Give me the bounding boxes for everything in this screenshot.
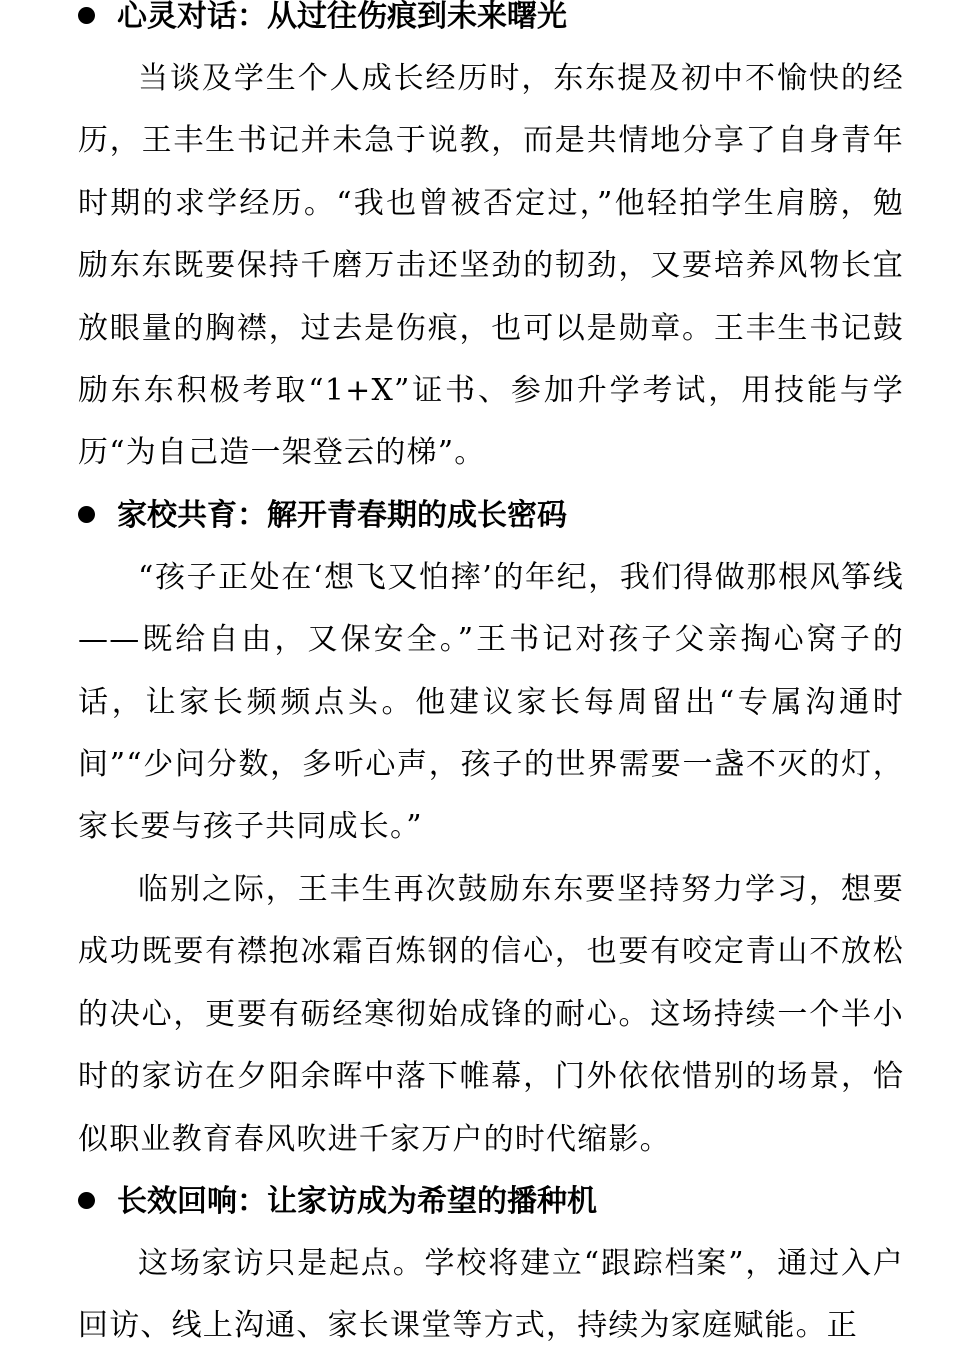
- section-heading: [78, 0, 904, 48]
- section-heading: [78, 485, 904, 547]
- body-paragraph: 临别之际，王丰生再次鼓励东东要坚持努力学习，想要成功既要有襟抱冰霜百炼钢的信心，也要有咬定青山不放松的决心，更要有砺经寒彻始成锋的耐心。这场持续一个半小时的家访在夕阳余晖中落下帷幕，门外依依惜别的场景，恰似职业教育春风吹进千家万户的时代缩影。: [78, 871, 904, 1157]
- body-paragraph: 这场家访只是起点。学校将建立“跟踪档案”，通过入户回访、线上沟通、家长课堂等方式，持续为家庭赋能。正: [78, 1245, 904, 1344]
- bullet-icon: [78, 506, 95, 523]
- body-paragraph: 当谈及学生个人成长经历时，东东提及初中不愉快的经历，王丰生书记并未急于说教，而是共情地分享了自身青年时期的求学经历。“我也曾被否定过，”他轻拍学生肩膀，勉励东东既要保持千磨万击还坚劲的韧劲，又要培养风物长宜放眼量的胸襟，过去是伤痕，也可以是勋章。王丰生书记鼓励东东积极考取“1+X”证书、参加升学考试，用技能与学历“为自己造一架登云的梯”。: [78, 61, 904, 471]
- section-heading: [78, 1171, 904, 1233]
- body-paragraph: “孩子正处在‘想飞又怕摔’的年纪，我们得做那根风筝线——既给自由，又保安全。”王书记对孩子父亲掏心窝子的话，让家长频频点头。他建议家长每周留出“专属沟通时间”“少问分数，多听心声，孩子的世界需要一盏不灭的灯，家长要与孩子共同成长。”: [78, 559, 904, 845]
- section-heading-text: 长效回响：让家访成为希望的播种机: [117, 1183, 597, 1219]
- bullet-icon: [78, 7, 95, 24]
- document-page: [78, 0, 904, 1358]
- bullet-icon: [78, 1192, 95, 1209]
- section-heading-text: 家校共育：解开青春期的成长密码: [117, 497, 567, 533]
- section-heading-text: 心灵对话：从过往伤痕到未来曙光: [117, 0, 567, 34]
